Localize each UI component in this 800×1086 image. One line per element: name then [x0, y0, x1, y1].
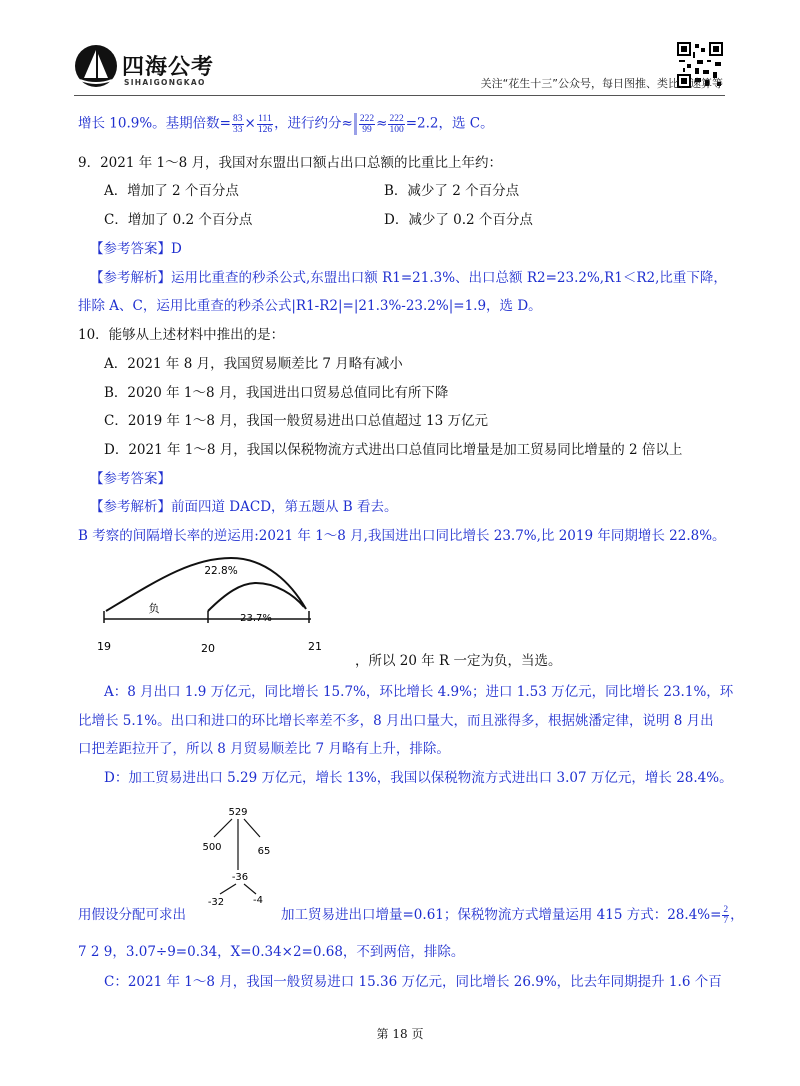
assumed-distribution-tree	[196, 800, 280, 908]
analysis-d-text: 加工贸易进出口增量=0.61；保税物流方式增量运用 415 方式：28.4%= $\frac{2}{7}$ ，	[281, 905, 744, 926]
fraction: $\frac{83}{33}$	[233, 113, 243, 135]
answer-label: 【参考答案】D	[90, 241, 182, 257]
calc-line	[78, 113, 494, 135]
calc-text: 增长 10.9%。基期倍数=	[78, 115, 231, 132]
option-b: B．2020 年 1～8 月，我国进出口贸易总值同比有所下降	[104, 385, 449, 401]
option-c: C．增加了 0.2 个百分点	[104, 212, 253, 228]
fraction: $\frac{222}{100}$	[389, 113, 404, 135]
node-right: 65	[257, 846, 271, 857]
label-negative: 负	[148, 602, 160, 615]
question-stem: 9．2021 年 1～8 月，我国对东盟出口额占出口总额的比重比上年约：	[78, 155, 502, 171]
node-bottom-right: -4	[253, 895, 263, 906]
analysis-d-text: 用假设分配可求出	[78, 907, 186, 923]
fraction: $\frac{2}{7}$	[723, 905, 729, 926]
analysis-text: 【参考解析】前面四道 DACD，第五题从 B 看去。	[90, 499, 398, 515]
tick-label-21: 21	[308, 640, 322, 653]
node-bottom-left: -32	[207, 897, 225, 908]
analysis-a-text: A：8 月出口 1.9 万亿元，同比增长 15.7%，环比增长 4.9%；进口 1.53 万亿元，同比增长 23.1%，环	[104, 684, 734, 700]
analysis-a-text: 比增长 5.1%。出口和进口的环比增长率差不多，8 月出口量大，而且涨得多，根据姚潘定律，说明 8 月出	[78, 713, 714, 729]
logo-subtext: SIHAIGONGKAO	[124, 78, 206, 87]
label-23-7: 23.7%	[240, 613, 272, 624]
analysis-text: 排除 A、C，运用比重查的秒杀公式|R1-R2|=|21.3%-23.2%|=1.9，选 D。	[78, 298, 542, 314]
conclusion-text: ，所以 20 年 R 一定为负，当选。	[355, 653, 562, 669]
sailboat-logo-icon	[74, 44, 118, 88]
option-c: C．2019 年 1～8 月，我国一般贸易进出口总值超过 13 万亿元	[104, 413, 488, 429]
fraction: $\frac{222}{99}$	[359, 113, 375, 135]
fraction: $\frac{111}{126}$	[257, 113, 273, 135]
node-mid: -36	[231, 872, 249, 883]
tick-label-19: 19	[97, 640, 111, 653]
analysis-d-text: 7 2 9，3.07÷9=0.34，X=0.34×2=0.68，不到两倍，排除。	[78, 944, 465, 960]
option-d: D．减少了 0.2 个百分点	[384, 212, 533, 228]
answer-label: 【参考答案】	[90, 471, 171, 487]
option-a: A．2021 年 8 月，我国贸易顺差比 7 月略有减小	[104, 356, 403, 372]
question-stem: 10．能够从上述材料中推出的是：	[78, 327, 285, 343]
logo-text: 四海公考	[122, 55, 215, 80]
analysis-d-text: D：加工贸易进出口 5.29 万亿元，增长 13%，我国以保税物流方式进出口 3.07 万亿元，增长 28.4%。	[104, 770, 733, 786]
node-root: 529	[228, 807, 248, 818]
analysis-text: B 考察的间隔增长率的逆运用:2021 年 1～8 月,我国进出口同比增长 23.7%,比 2019 年同期增长 22.8%。	[78, 528, 726, 544]
node-left: 500	[202, 842, 222, 853]
option-d: D．2021 年 1～8 月，我国以保税物流方式进出口总值同比增量是加工贸易同比增量的 2 倍以上	[104, 442, 683, 458]
header-slogan: 关注“花生十三”公众号，每日图推、类比、速算等	[480, 77, 723, 90]
header-divider	[74, 95, 725, 96]
calc-text: ，进行约分≈	[274, 115, 353, 132]
page-number: 第 18 页	[376, 1027, 424, 1041]
interval-growth-arc-diagram	[96, 553, 336, 658]
label-22-8: 22.8%	[204, 565, 238, 577]
analysis-text: 【参考解析】运用比重查的秒杀公式,东盟出口额 R1=21.3%、出口总额 R2=23.2%,R1＜R2,比重下降，	[90, 270, 727, 286]
option-b: B．减少了 2 个百分点	[384, 183, 520, 199]
tick-label-20: 20	[201, 642, 215, 655]
times-sign: ×	[244, 115, 256, 132]
analysis-c-text: C：2021 年 1～8 月，我国一般贸易进口 15.36 万亿元，同比增长 26.9%，比去年同期提升 1.6 个百	[104, 974, 722, 990]
analysis-a-text: 口把差距拉开了，所以 8 月贸易顺差比 7 月略有上升，排除。	[78, 741, 450, 757]
option-a: A．增加了 2 个百分点	[104, 183, 239, 199]
text-cursor	[354, 113, 357, 135]
approx-sign: ≈	[376, 115, 388, 132]
page-header	[0, 0, 800, 100]
calc-text: =2.2，选 C。	[405, 115, 494, 132]
